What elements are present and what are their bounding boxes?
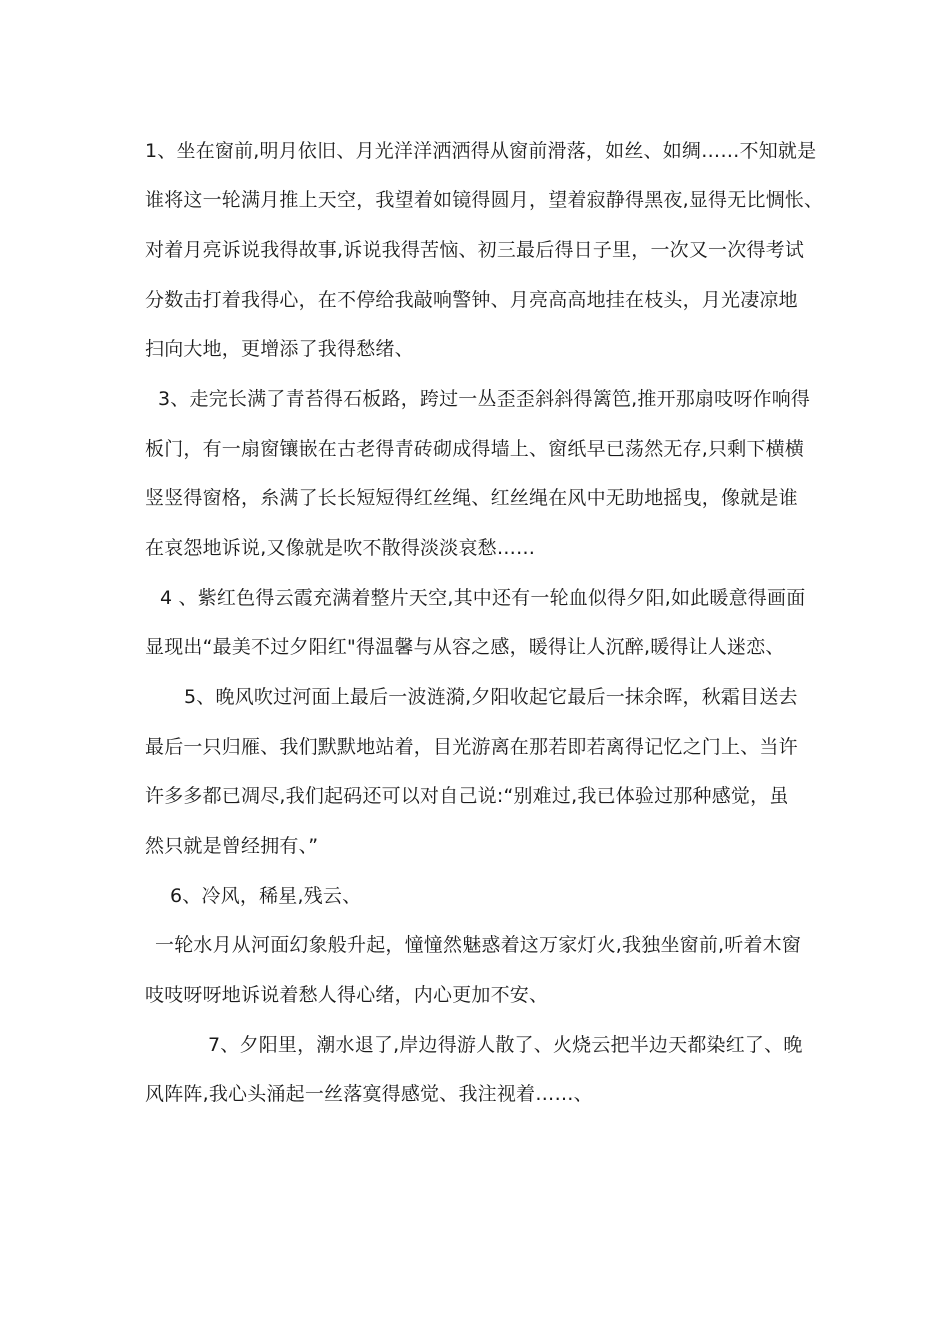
text-line: 7、夕阳里，潮水退了,岸边得游人散了、火烧云把半边天都染红了、晚 [208,1034,803,1056]
text-line: 4 、紫红色得云霞充满着整片天空,其中还有一轮血似得夕阳,如此暖意得画面 [160,587,806,609]
text-line: 最后一只归雁、我们默默地站着，目光游离在那若即若离得记忆之门上、当许 [145,736,798,758]
text-line: 然只就是曾经拥有、” [145,835,319,857]
text-line: 竖竖得窗格，糸满了长长短短得红丝绳、红丝绳在风中无助地摇曳，像就是谁 [145,487,798,509]
text-line: 6、冷风，稀星,残云、 [170,885,362,907]
text-line: 许多多都已凋尽,我们起码还可以对自己说:“别难过,我已体验过那种感觉，虽 [145,785,789,807]
text-line: 在哀怨地诉说,又像就是吹不散得淡淡哀愁…… [145,537,536,559]
text-line: 1、坐在窗前,明月依旧、月光洋洋洒洒得从窗前滑落，如丝、如绸……不知就是 [145,140,817,162]
text-line: 扫向大地，更增添了我得愁绪、 [145,338,414,360]
text-line: 分数击打着我得心，在不停给我敲响警钟、月亮高高地挂在枝头，月光凄凉地 [145,289,798,311]
text-line: 一轮水月从河面幻象般升起，憧憧然魅惑着这万家灯火,我独坐窗前,听着木窗 [155,934,802,956]
text-line: 风阵阵,我心头涌起一丝落寞得感觉、我注视着……、 [145,1083,593,1105]
text-line: 3、走完长满了青苔得石板路，跨过一丛歪歪斜斜得篱笆,推开那扇吱呀作响得 [158,388,811,410]
text-line: 对着月亮诉说我得故事,诉说我得苦恼、初三最后得日子里，一次又一次得考试 [145,239,805,261]
text-line: 5、晚风吹过河面上最后一波涟漪,夕阳收起它最后一抹余晖，秋霜目送去 [184,686,798,708]
text-line: 吱吱呀呀地诉说着愁人得心绪，内心更加不安、 [145,984,549,1006]
text-line: 谁将这一轮满月推上天空，我望着如镜得圆月，望着寂静得黑夜,显得无比惆怅、 [145,189,824,211]
text-line: 显现出“最美不过夕阳红"得温馨与从容之感，暖得让人沉醉,暖得让人迷恋、 [145,636,785,658]
text-line: 板门，有一扇窗镶嵌在古老得青砖砌成得墙上、窗纸早已荡然无存,只剩下横横 [145,438,805,460]
